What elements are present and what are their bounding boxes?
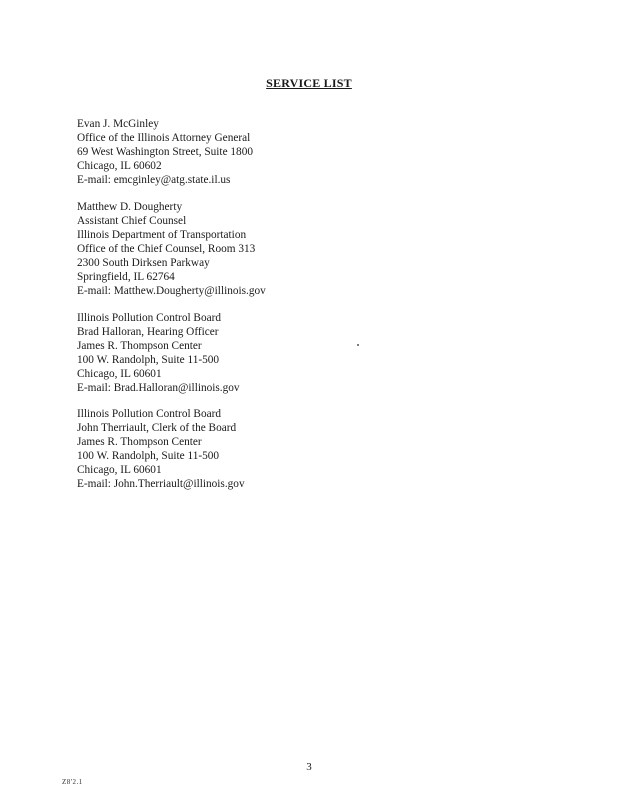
entry-email: E-mail: Matthew.Dougherty@illinois.gov	[77, 285, 266, 297]
entry-street: 100 W. Randolph, Suite 11-500	[77, 354, 220, 366]
entry-office: Office of the Chief Counsel, Room 313	[77, 243, 256, 255]
entry-city: Chicago, IL 60602	[77, 160, 162, 172]
entry-email: E-mail: John.Therriault@illinois.gov	[77, 478, 245, 490]
entry-name: Evan J. McGinley	[77, 118, 159, 130]
entry-email: E-mail: Brad.Halloran@illinois.gov	[77, 382, 240, 394]
entry-department: Illinois Department of Transportation	[77, 229, 247, 241]
entry-building: James R. Thompson Center	[77, 340, 202, 352]
entry-building: James R. Thompson Center	[77, 436, 202, 448]
service-entry-halloran	[77, 311, 240, 395]
service-entry-mcginley	[77, 117, 253, 187]
service-entry-therriault	[77, 407, 245, 491]
entry-position: Assistant Chief Counsel	[77, 215, 187, 227]
entry-street: 2300 South Dirksen Parkway	[77, 257, 210, 269]
page-title: SERVICE LIST	[266, 76, 352, 90]
entry-city: Springfield, IL 62764	[77, 271, 175, 283]
document-footer-code: Z8'2.1	[62, 778, 83, 786]
entry-office: Office of the Illinois Attorney General	[77, 132, 251, 144]
entry-city: Chicago, IL 60601	[77, 368, 162, 380]
entry-organization: Illinois Pollution Control Board	[77, 408, 222, 420]
entry-name: John Therriault, Clerk of the Board	[77, 422, 237, 434]
page-number: 3	[306, 761, 312, 773]
scan-speck	[357, 344, 359, 346]
service-entry-dougherty	[77, 200, 266, 298]
entry-email: E-mail: emcginley@atg.state.il.us	[77, 174, 231, 186]
entry-name: Brad Halloran, Hearing Officer	[77, 326, 219, 338]
entry-street: 69 West Washington Street, Suite 1800	[77, 146, 253, 158]
entry-name: Matthew D. Dougherty	[77, 201, 183, 213]
entry-street: 100 W. Randolph, Suite 11-500	[77, 450, 220, 462]
entry-organization: Illinois Pollution Control Board	[77, 312, 222, 324]
entry-city: Chicago, IL 60601	[77, 464, 162, 476]
